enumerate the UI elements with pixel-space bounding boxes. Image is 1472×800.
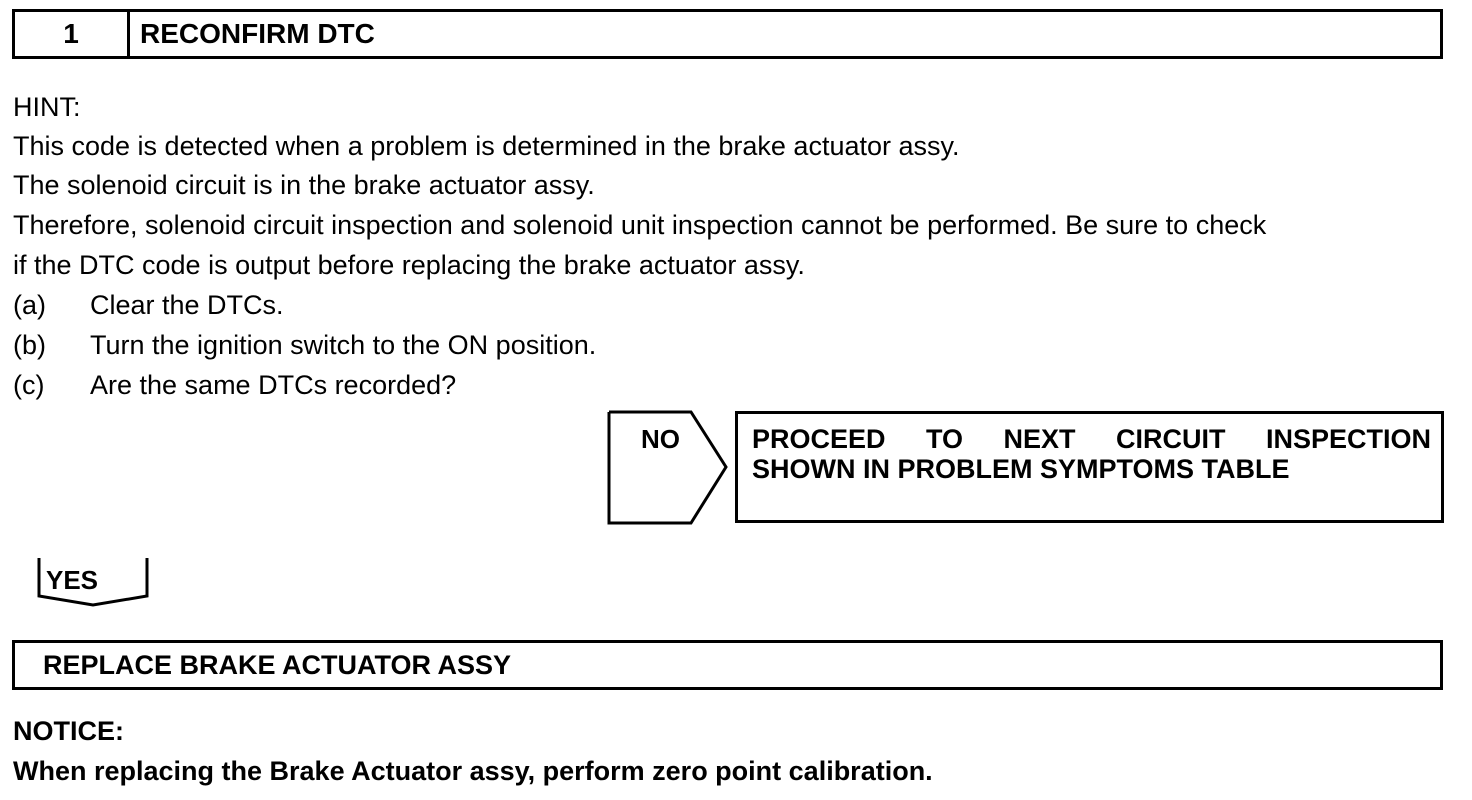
procedure-step-b — [13, 325, 596, 365]
step-text: Are the same DTCs recorded? — [90, 370, 457, 400]
action-box — [12, 640, 1443, 690]
no-result-line-1 — [752, 424, 1431, 454]
step-text: Clear the DTCs. — [90, 290, 284, 320]
yes-branch-label: YES — [46, 565, 99, 595]
result-word: INSPECTION — [1265, 424, 1431, 454]
hint-line-4: if the DTC code is output before replacing the brake actuator assy. — [13, 250, 805, 280]
hint-line-2: The solenoid circuit is in the brake actuator assy. — [13, 170, 595, 200]
procedure-step-c — [13, 365, 456, 405]
action-title: REPLACE BRAKE ACTUATOR ASSY — [43, 649, 512, 680]
hint-label: HINT: — [13, 92, 81, 122]
notice-label: NOTICE: — [13, 716, 124, 746]
step-number: 1 — [15, 12, 130, 56]
result-word: TO — [926, 424, 964, 454]
step-marker: (a) — [13, 290, 46, 320]
result-word: NEXT — [1003, 424, 1076, 454]
step-title: RECONFIRM DTC — [140, 18, 375, 49]
hint-line-1: This code is detected when a problem is determined in the brake actuator assy. — [13, 131, 960, 161]
no-result-line-2: SHOWN IN PROBLEM SYMPTOMS TABLE — [752, 454, 1290, 484]
step-text: Turn the ignition switch to the ON position. — [90, 330, 597, 360]
step-marker: (c) — [13, 370, 45, 400]
hint-line-3: Therefore, solenoid circuit inspection and solenoid unit inspection cannot be performed. Be sure to check — [13, 210, 1267, 240]
no-result-box — [735, 411, 1444, 523]
step-header — [12, 9, 1443, 59]
no-branch-label: NO — [641, 424, 680, 454]
procedure-step-a — [13, 285, 284, 325]
result-word: CIRCUIT — [1115, 424, 1226, 454]
result-word: PROCEED — [752, 424, 886, 454]
step-marker: (b) — [13, 330, 46, 360]
notice-text: When replacing the Brake Actuator assy, perform zero point calibration. — [13, 756, 933, 786]
